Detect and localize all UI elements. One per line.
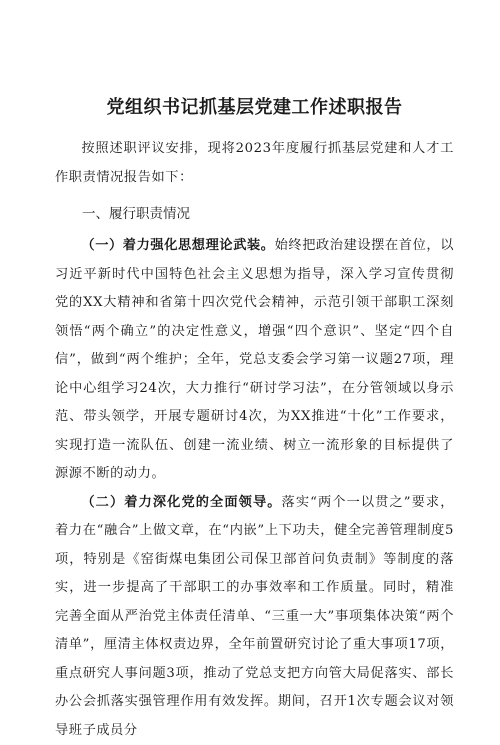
intro-paragraph: 按照述职评议安排，现将2023年度履行抓基层党建和人才工作职责情况报告如下： (55, 135, 454, 192)
item-lead-2: （二）着力深化党的全面领导。 (81, 495, 281, 510)
item-lead-1: （一）着力强化思想理论武装。 (81, 238, 274, 253)
item-paragraph-1 (55, 232, 454, 489)
item-body-1: 始终把政治建设摆在首位，以习近平新时代中国特色社会主义思想为指导，深入学习宣传贯彻党的XX大精神和省第十四次党代会精神，示范引领干部职工深刻领悟“两个确立”的决定性意义，增强“四个意识”、坚定“四个自信”，做到“两个维护；全年，党总支委会学习第一议题27项，理论中心组学习24次，大力推行“研讨学习法”，在分管领域以身示范、带头领学，开展专题研讨4次，为XX推进“十化”工作要求，实现打造一流队伍、创建一流业绩、树立一流形象的目标提供了源源不断的动力。 (55, 238, 454, 481)
section-heading: 一、履行职责情况 (55, 198, 454, 230)
document-title: 党组织书记抓基层党建工作述职报告 (55, 95, 454, 121)
item-body-2: 落实“两个一以贯之”要求，着力在“融合”上做文章，在“内嵌”上下功夫，健全完善管理制度5项，特别是《窑街煤电集团公司保卫部首问负责制》等制度的落实，进一步提高了干部职工的办事效率和工作质量。同时，精准完善全面从严治党主体责任清单、“三重一大”事项集体决策“两个清单”，厘清主体权责边界，全年前置研究讨论了重大事项17项，重点研究人事问题3项，推动了党总支把方向管大局促落实、部长办公会抓落实强管理作用有效发挥。期间，召开1次专题会议对领导班子成员分 (55, 495, 454, 738)
